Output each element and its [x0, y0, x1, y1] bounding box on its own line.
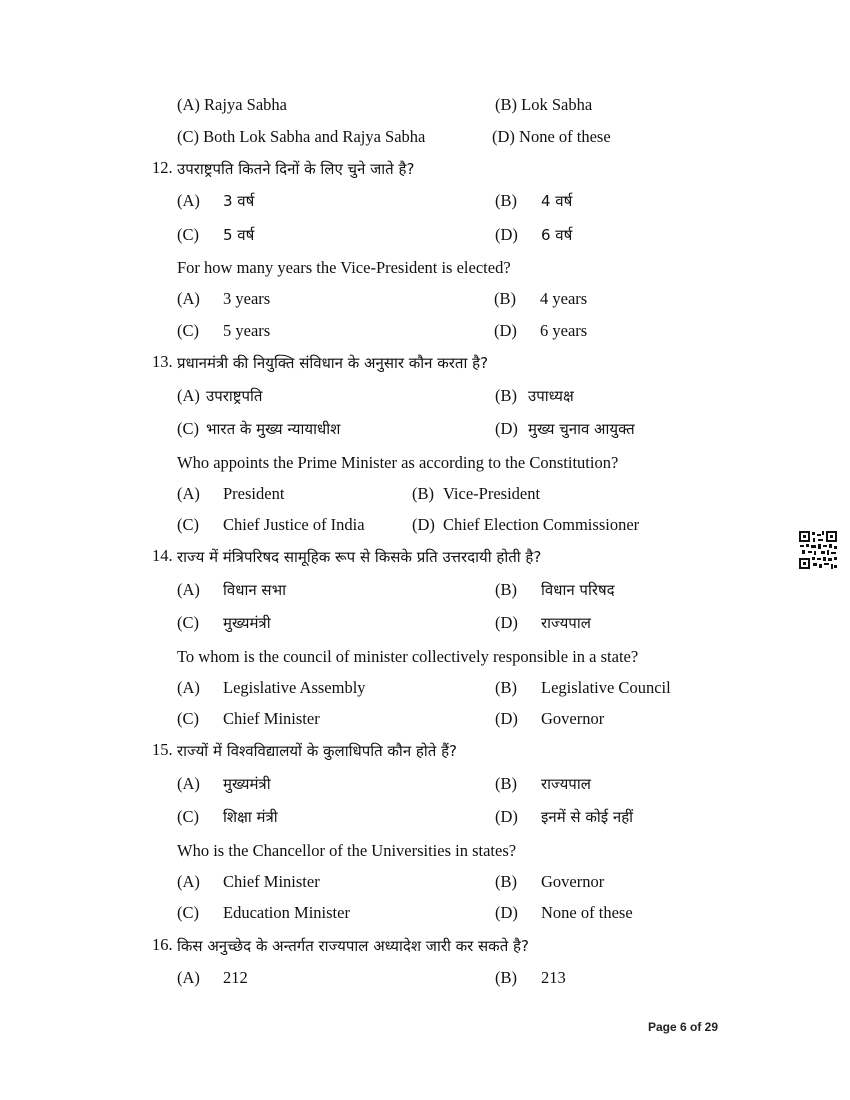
option-label: (C) — [177, 807, 199, 826]
option-text: इनमें से कोई नहीं — [541, 808, 634, 826]
q13-english-options-cd — [0, 515, 850, 545]
option-text: None of these — [541, 903, 633, 922]
option-label: (A) — [177, 191, 200, 210]
option-text: Chief Justice of India — [223, 515, 365, 534]
option-label: (B) — [494, 289, 516, 308]
option-label: (A) — [177, 774, 200, 793]
option-label: (C) — [177, 709, 199, 728]
option-text: मुख्य चुनाव आयुक्त — [528, 420, 635, 438]
q16-question-hindi: किस अनुच्छेद के अन्तर्गत राज्यपाल अध्यादेश जारी कर सकते है? — [177, 937, 529, 955]
q14-hindi-options-cd — [0, 613, 850, 643]
option-text: Legislative Assembly — [223, 678, 366, 697]
q14-english-options-ab — [0, 678, 850, 708]
option-label: (C) — [177, 419, 199, 438]
option-text: Vice-President — [443, 484, 541, 503]
option-label: (A) — [177, 484, 200, 503]
option-label: (C) — [177, 321, 199, 340]
option-text: शिक्षा मंत्री — [223, 808, 278, 826]
option-label: (D) — [494, 321, 517, 340]
q14-hindi-options-ab — [0, 580, 850, 610]
option-text: राज्यपाल — [541, 775, 591, 793]
option-text: Chief Minister — [223, 709, 320, 728]
q15-question-hindi: राज्यों में विश्वविद्यालयों के कुलाधिपति कौन होते हैं? — [177, 742, 458, 760]
option-label: (B) — [495, 386, 517, 405]
option-label: (B) — [495, 580, 517, 599]
q11-option-a: (A) Rajya Sabha — [177, 95, 287, 114]
option-label: (D) — [495, 613, 518, 632]
q12-question-hindi: उपराष्ट्रपति कितने दिनों के लिए चुने जाते है? — [177, 160, 415, 178]
option-text: Governor — [541, 709, 605, 728]
option-label: (B) — [495, 774, 517, 793]
q14-question-hindi: राज्य में मंत्रिपरिषद सामूहिक रूप से किसके प्रति उत्तरदायी होती है? — [177, 548, 542, 566]
option-text: 4 years — [540, 289, 588, 308]
q15-hindi-options-ab — [0, 774, 850, 804]
option-label: (B) — [412, 484, 434, 503]
q13-hindi-options-ab — [0, 386, 850, 416]
option-text: 3 years — [223, 289, 271, 308]
q13-question-english-row — [0, 453, 850, 483]
option-label: (B) — [495, 968, 517, 987]
q13-question-english: Who appoints the Prime Minister as according to the Constitution? — [177, 453, 619, 472]
option-label: (A) — [177, 386, 200, 405]
q11-option-d: (D) None of these — [492, 127, 611, 146]
q11-row-2 — [0, 127, 850, 157]
option-text: President — [223, 484, 285, 503]
option-label: (B) — [495, 191, 517, 210]
option-text: 5 years — [223, 321, 271, 340]
q12-question-hindi-row — [0, 158, 850, 188]
option-label: (D) — [495, 807, 518, 826]
q12-english-options-ab — [0, 289, 850, 319]
option-text: 6 वर्ष — [541, 226, 573, 244]
option-label: (C) — [177, 613, 199, 632]
q15-english-options-ab — [0, 872, 850, 902]
option-label: (A) — [177, 678, 200, 697]
q15-number: 15. — [152, 740, 173, 759]
q15-question-english: Who is the Chancellor of the Universities in states? — [177, 841, 517, 860]
option-text: 213 — [541, 968, 566, 987]
q14-question-english: To whom is the council of minister collectively responsible in a state? — [177, 647, 639, 666]
option-label: (D) — [495, 903, 518, 922]
q13-english-options-ab — [0, 484, 850, 514]
q16-options-ab — [0, 968, 850, 998]
q16-question-hindi-row — [0, 935, 850, 965]
q11-option-b: (B) Lok Sabha — [495, 95, 593, 114]
option-label: (D) — [495, 709, 518, 728]
option-label: (A) — [177, 872, 200, 891]
option-label: (C) — [177, 515, 199, 534]
q12-english-options-cd — [0, 321, 850, 351]
q12-number: 12. — [152, 158, 173, 177]
option-text: Education Minister — [223, 903, 350, 922]
option-label: (B) — [495, 872, 517, 891]
option-text: विधान सभा — [223, 581, 286, 599]
option-text: 5 वर्ष — [223, 226, 255, 244]
option-text: Chief Minister — [223, 872, 320, 891]
q13-question-hindi-row — [0, 352, 850, 382]
option-label: (C) — [177, 225, 199, 244]
option-text: विधान परिषद — [541, 581, 615, 599]
option-label: (D) — [495, 225, 518, 244]
option-text: 3 वर्ष — [223, 192, 255, 210]
option-label: (A) — [177, 968, 200, 987]
option-label: (D) — [412, 515, 435, 534]
q11-row-1 — [0, 95, 850, 125]
option-label: (A) — [177, 289, 200, 308]
page-number: Page 6 of 29 — [648, 1020, 719, 1034]
q12-hindi-options-ab — [0, 191, 850, 221]
option-label: (C) — [177, 903, 199, 922]
q15-english-options-cd — [0, 903, 850, 933]
q14-question-hindi-row — [0, 546, 850, 576]
option-text: मुख्यमंत्री — [223, 775, 271, 793]
option-text: 6 years — [540, 321, 588, 340]
option-label: (A) — [177, 580, 200, 599]
option-text: 212 — [223, 968, 248, 987]
q14-number: 14. — [152, 546, 173, 565]
q12-question-english-row — [0, 258, 850, 288]
q15-question-english-row — [0, 841, 850, 871]
q14-english-options-cd — [0, 709, 850, 739]
q13-question-hindi: प्रधानमंत्री की नियुक्ति संविधान के अनुसार कौन करता है? — [177, 354, 489, 372]
option-text: भारत के मुख्य न्यायाधीश — [206, 420, 341, 438]
qr-code-icon — [798, 530, 838, 570]
q12-hindi-options-cd — [0, 225, 850, 255]
q15-question-hindi-row — [0, 740, 850, 770]
option-text: उपराष्ट्रपति — [206, 387, 263, 405]
option-text: Legislative Council — [541, 678, 671, 697]
option-label: (D) — [495, 419, 518, 438]
q16-number: 16. — [152, 935, 173, 954]
q15-hindi-options-cd — [0, 807, 850, 837]
option-text: Governor — [541, 872, 605, 891]
q12-question-english: For how many years the Vice-President is elected? — [177, 258, 511, 277]
q13-number: 13. — [152, 352, 173, 371]
option-text: 4 वर्ष — [541, 192, 573, 210]
q13-hindi-options-cd — [0, 419, 850, 449]
option-text: राज्यपाल — [541, 614, 591, 632]
option-text: उपाध्यक्ष — [528, 387, 574, 405]
q14-question-english-row — [0, 647, 850, 677]
option-text: Chief Election Commissioner — [443, 515, 640, 534]
q11-option-c: (C) Both Lok Sabha and Rajya Sabha — [177, 127, 426, 146]
option-text: मुख्यमंत्री — [223, 614, 271, 632]
option-label: (B) — [495, 678, 517, 697]
